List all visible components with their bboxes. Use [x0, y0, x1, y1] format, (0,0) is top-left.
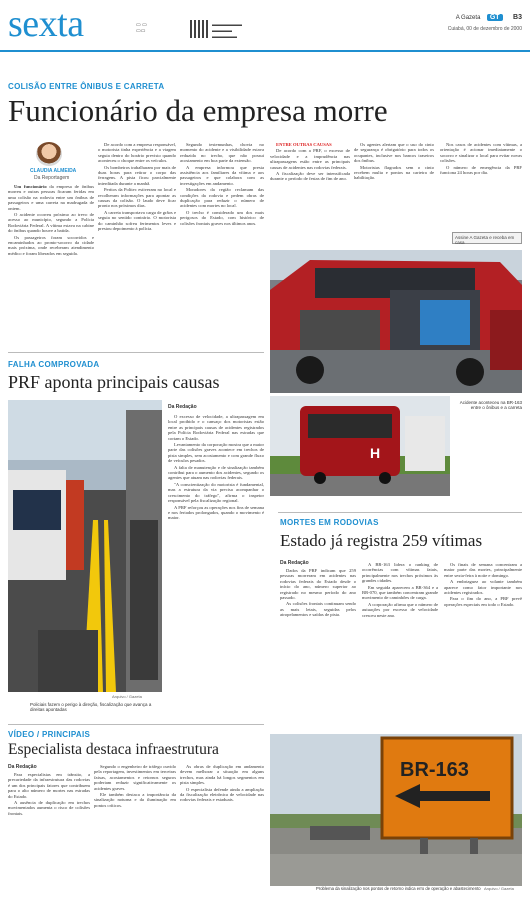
- bus-roadside-illustration: [270, 396, 450, 496]
- divider: [8, 724, 264, 725]
- svg-text:H: H: [370, 445, 381, 461]
- lead-column-6: Nos casos de acidentes com vítimas, a orientação é acionar imediatamente o socorro e sinalizar o local para evitar novas colisões. O número de emergência da PRF funciona 24 horas por dia.: [440, 142, 522, 176]
- story3-headline: Estado já registra 259 vítimas: [280, 531, 483, 550]
- page-number: B3: [513, 14, 522, 21]
- section-title: sexta: [8, 3, 84, 45]
- masthead-note: ▭ ▭ ▭▭: [136, 22, 147, 34]
- ad-box[interactable]: Assine A Gazeta e receba em casa: [452, 232, 522, 244]
- lead-column-5: Os agentes alertam que o uso do cinto de segurança é obrigatório para todos os ocupantes, inclusive nos bancos traseiros dos ônibus. Motoristas flagrados sem o cinto recebem multa e pontos na carteira de habilitação.: [354, 142, 434, 181]
- masthead: [0, 0, 530, 52]
- lead-column-4: ENTRE OUTRAS CAUSAS De acordo com a PRF, o excesso de velocidade e a imprudência nas ultrapassagens estão entre as principais causas de acidentes nas rodovias federais. A fiscalização deve ser intensificada durante o período de festas de fim de ano.: [270, 142, 350, 182]
- author-avatar: [36, 142, 62, 166]
- bus-crash-illustration: [270, 250, 522, 393]
- story4-column-2: Segundo o engenheiro de tráfego ouvido pela reportagem, investimentos em terceiras faixas, acostamentos e retornos seguros poderiam reduzir significativamente os acidentes graves. Ele também destaca a importância da sinalização noturna e da iluminação em pontos críticos.: [94, 764, 176, 808]
- br163-sign-photo: [270, 734, 522, 886]
- lead-author: CLAUDIA ALMEIDA: [30, 168, 77, 174]
- paper-name: A Gazeta: [455, 15, 481, 21]
- story4-column-1: Para especialistas em trânsito, a precariedade da infraestrutura das rodovias é um dos principais fatores que contribuem para o alto número de mortes nas estradas do Estado. A ausência de duplicação em trechos movimentados aumenta o risco de colisões frontais.: [8, 772, 90, 816]
- story3-column-1: Dados da PRF indicam que 259 pessoas morreram em acidentes nas rodovias federais do Estado desde o início do ano, número superior ao registrado no mesmo período do ano passado. As colisões frontais continuam sendo as mais letais, seguidas pelos atropelamentos e saídas de pista.: [280, 568, 356, 618]
- bus-caption: Acidente aconteceu na BR-163 entre o ônibus e a carreta: [459, 400, 522, 411]
- highway-trucks-photo: [8, 400, 162, 692]
- lead-column-1: Um funcionário da empresa de ônibus morreu e outras pessoas ficaram feridas em uma colisão na rodovia entre um ônibus de passageiros e uma carreta na madrugada de ontem. O acidente ocorreu próximo ao trevo de acesso ao município, segundo a Polícia Rodoviária Federal. A vítima estava na cabine do ônibus quando houve a batida. Os passageiros foram socorridos e encaminhados ao pronto-socorro da cidade mais próxima, onde receberam atendimento médico e foram liberados em seguida.: [8, 184, 94, 256]
- story2-caption: Policiais fazem o perigo à direção, fiscalização que avança a direitas apontadas: [30, 702, 152, 713]
- br163-sign-illustration: [270, 734, 522, 886]
- story3-byline: Da Redação: [280, 560, 309, 566]
- lead-headline: Funcionário da empresa morre: [8, 93, 388, 128]
- paper-logo: GT: [487, 14, 503, 21]
- story4-caption: Problema da sinalização nos pontos de retorno indica erro de operação e abastecimento: [316, 886, 481, 891]
- story4-column-3: As obras de duplicação em andamento devem melhorar a situação em alguns trechos, mas ainda há longos segmentos em pista simples. O especialista defende ainda a ampliação da fiscalização eletrônica de velocidade nas rodovias federais e estaduais.: [180, 764, 264, 803]
- story3-column-2: A BR-163 lidera o ranking de ocorrências com vítimas fatais, principalmente nos trechos próximos às grandes cidades. Em seguida aparecem a BR-364 e a BR-070, que também concentram grande movimento de caminhões de carga. A corporação afirma que o número de autuações por excesso de velocidade cresceu neste ano.: [362, 562, 438, 618]
- story2-kicker: FALHA COMPROVADA: [8, 360, 100, 369]
- story2-headline: PRF aponta principais causas: [8, 372, 220, 392]
- issue-date: Cuiabá, 00 de dezembro de 2000: [447, 26, 522, 32]
- secondary-kicker: ENTRE OUTRAS CAUSAS: [276, 142, 332, 147]
- story4-headline: Especialista destaca infraestrutura: [8, 741, 219, 758]
- story4-byline: Da Redação: [8, 764, 37, 770]
- story3-column-3: Os finais de semana concentram a maior parte das mortes, principalmente entre sexta-feira à noite e domingo. A embriaguez ao volante também aparece como fator importante nos acidentes registrados. Para o fim do ano, a PRF prevê operações especiais em todo o Estado.: [444, 562, 522, 607]
- story2-column: O excesso de velocidade, a ultrapassagem em local proibido e o cansaço dos motoristas estão entre as principais causas de acidentes registrados pela Polícia Rodoviária Federal nas estradas que cortam o Estado. Levantamento da corporação mostra que a maior parte das colisões graves acontece em trechos de pista simples, sem acostamento e com grande fluxo de veículos pesados. A falta de manutenção e de sinalização também contribui para o aumento dos acidentes, segundo os agentes que atuam nas rodovias federais. "A conscientização do motorista é fundamental, mas a estrutura da via precisa acompanhar o crescimento do tráfego", afirma o inspetor responsável pela fiscalização regional. A PRF reforçou as operações nos fins de semana e nos feriados prolongados, quando o movimento é maior.: [168, 414, 264, 521]
- story4-credit: Arquivo / Gazeta: [484, 886, 514, 891]
- lead-place: Da Reportagem: [34, 175, 70, 181]
- bus-crash-photo: [270, 250, 522, 393]
- sign-text: BR-163: [400, 759, 469, 781]
- masthead-right: [448, 6, 522, 32]
- lead-column-3: Segundo testemunhas, chovia no momento do acidente e a visibilidade estava reduzida no trecho, que não possui acostamento em boa parte da extensão. A empresa informou que presta assistência aos familiares da vítima e aos passageiros e que colabora com as investigações em andamento. Moradores da região reclamam das condições da rodovia e pedem obras de duplicação para reduzir o número de acidentes com mortes no local. O trecho é considerado um dos mais perigosos do Estado, com histórico de colisões frontais graves nos últimos anos.: [180, 142, 264, 226]
- highway-trucks-illustration: [8, 400, 162, 692]
- qr-note: ▬▬▬▬▬▬ ▬▬▬▬ ▬▬▬▬▬: [212, 22, 242, 40]
- divider: [8, 352, 264, 353]
- divider: [278, 512, 522, 513]
- lead-column-2: De acordo com a empresa responsável, o motorista tinha experiência e a viagem seguia dentro do horário previsto quando aconteceu o choque entre os veículos. Os bombeiros trabalharam por mais de duas horas para retirar o corpo das ferragens. A pista ficou parcialmente interditada durante a manhã. Peritos da Politec estiveram no local e recolheram informações para apontar as causas da colisão. O laudo deve ficar pronto nos próximos dias. A carreta transportava carga de grãos e seguia no sentido contrário. O motorista do caminhão sofreu ferimentos leves e prestou depoimento à polícia.: [98, 142, 176, 232]
- bus-roadside-photo: [270, 396, 450, 496]
- story4-kicker: VÍDEO / PRINCIPAIS: [8, 730, 91, 739]
- lead-kicker: COLISÃO ENTRE ÔNIBUS E CARRETA: [8, 82, 165, 91]
- story3-kicker: MORTES EM RODOVIAS: [280, 518, 379, 527]
- qr-code-icon: [190, 20, 208, 38]
- story2-credit: Arquivo / Gazeta: [112, 694, 142, 699]
- story2-byline: Da Redação: [168, 404, 197, 410]
